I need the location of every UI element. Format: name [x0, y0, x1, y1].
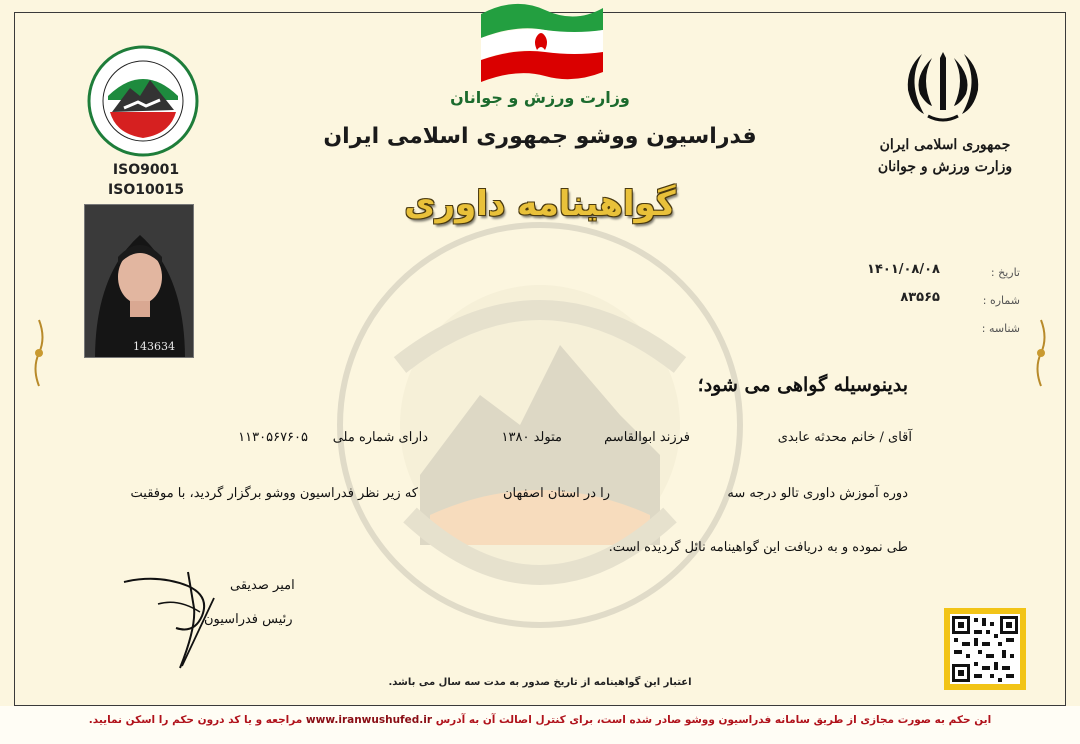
birth-year: متولد ۱۳۸۰ [501, 430, 562, 445]
number-value: ۸۳۵۶۵ [900, 290, 940, 305]
holder-photo [84, 204, 194, 358]
course-location: را در استان اصفهان [502, 486, 610, 501]
national-id-label: دارای شماره ملی [332, 430, 428, 445]
footer-text-after: مراجعه و یا کد درون حکم را اسکن نمایید. [88, 714, 303, 726]
photo-number: 143634 [133, 340, 175, 353]
emblem-caption [870, 134, 1020, 178]
meta-id [840, 322, 1020, 342]
qr-pattern [950, 614, 1020, 684]
course-supervision: که زیر نظر فدراسیون ووشو برگزار گردید، با موفقیت [130, 486, 418, 501]
id-label: شناسه : [981, 322, 1020, 335]
meta-number [840, 290, 1020, 314]
signatory-name: امیر صدیقی [230, 578, 295, 593]
footer-note [0, 714, 1080, 726]
validity-note: اعتبار این گواهینامه از تاریخ صدور به مدت سه سال می باشد. [388, 677, 692, 688]
completion-text: طی نموده و به دریافت این گواهینامه نائل گردیده است. [608, 540, 908, 555]
iran-flag-icon [475, 0, 607, 88]
qr-code-icon[interactable] [944, 608, 1026, 690]
iran-emblem-icon [902, 44, 984, 126]
iso-9001: ISO9001 [112, 162, 180, 178]
date-label: تاریخ : [990, 266, 1020, 279]
intro-text: بدینوسیله گواهی می شود؛ [697, 374, 908, 396]
national-id-value: ۱۱۳۰۵۶۷۶۰۵ [238, 430, 308, 445]
father-name: فرزند ابوالقاسم [604, 430, 690, 445]
date-value: ۱۴۰۱/۰۸/۰۸ [867, 262, 940, 277]
certificate-title: گواهینامه داوری [404, 184, 676, 224]
signature-icon [118, 568, 248, 678]
emblem-line-2: وزارت ورزش و جوانان [877, 159, 1013, 175]
ornament-icon [30, 318, 48, 388]
footer-text-before: این حکم به صورت مجازی از طریق سامانه فدراسیون ووشو صادر شده است، برای کنترل اصالت آن به آدرس [435, 714, 992, 726]
meta-date [840, 262, 1020, 286]
number-label: شماره : [982, 294, 1020, 307]
ornament-icon [1032, 318, 1050, 388]
footer-url[interactable]: www.iranwushufed.ir [305, 714, 433, 726]
footer [0, 706, 1080, 744]
signatory-title: رئیس فدراسیون [204, 612, 293, 627]
portrait-icon [85, 205, 194, 358]
emblem-line-1: جمهوری اسلامی ایران [879, 137, 1011, 153]
holder-name: آقای / خانم محدثه عابدی [777, 430, 912, 445]
wushu-federation-logo-icon [86, 44, 200, 158]
iso-10015: ISO10015 [108, 182, 184, 198]
federation-title: فدراسیون ووشو جمهوری اسلامی ایران [323, 124, 757, 149]
ministry-title: وزارت ورزش و جوانان [450, 88, 630, 107]
iso-certifications [96, 160, 196, 200]
course-name: دوره آموزش داوری تالو درجه سه [727, 486, 908, 501]
